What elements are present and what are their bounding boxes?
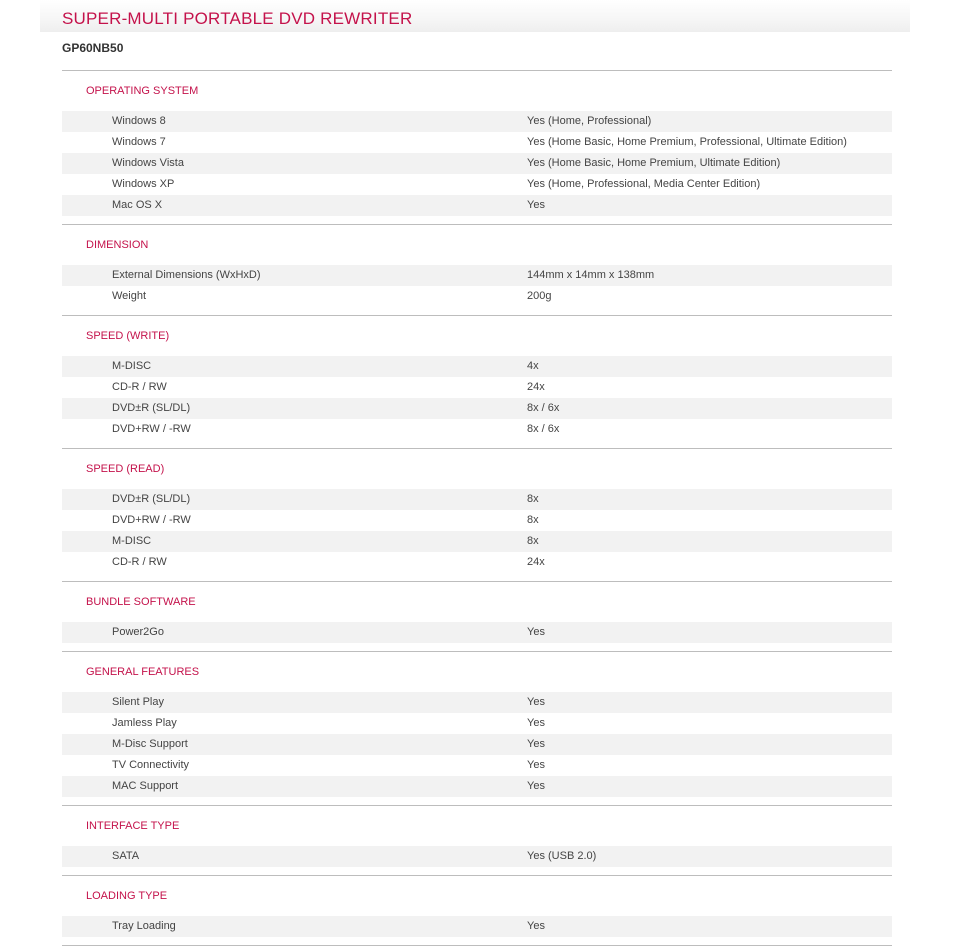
spec-label: MAC Support (112, 780, 179, 792)
spec-value: Yes (Home Basic, Home Premium, Professional, Ultimate Edition) (527, 136, 847, 148)
spec-row (62, 713, 892, 734)
spec-label: External Dimensions (WxHxD) (112, 269, 261, 281)
spec-row (62, 153, 892, 174)
spec-row (62, 846, 892, 867)
spec-value: Yes (527, 920, 545, 932)
spec-section (62, 651, 892, 805)
spec-label: DVD±R (SL/DL) (112, 402, 191, 414)
spec-value: 8x (527, 535, 539, 547)
spec-section (62, 875, 892, 945)
spec-row (62, 916, 892, 937)
spec-row (62, 552, 892, 573)
spec-row (62, 622, 892, 643)
spec-value: 8x (527, 514, 539, 526)
spec-label: M-Disc Support (112, 738, 188, 750)
spec-table (62, 70, 892, 946)
spec-value: Yes (527, 717, 545, 729)
spec-value: Yes (Home, Professional) (527, 115, 652, 127)
spec-label: CD-R / RW (112, 381, 167, 393)
section-title: SPEED (READ) (86, 463, 165, 475)
spec-value: 4x (527, 360, 539, 372)
spec-row (62, 356, 892, 377)
spec-value: Yes (527, 738, 545, 750)
spec-section (62, 315, 892, 448)
spec-label: Windows 8 (112, 115, 166, 127)
spec-value: Yes (Home, Professional, Media Center Edition) (527, 178, 761, 190)
spec-row (62, 111, 892, 132)
spec-label: DVD±R (SL/DL) (112, 493, 191, 505)
spec-row (62, 265, 892, 286)
spec-row (62, 510, 892, 531)
spec-row (62, 734, 892, 755)
spec-row (62, 195, 892, 216)
spec-label: TV Connectivity (112, 759, 190, 771)
spec-label: Silent Play (112, 696, 164, 708)
product-title: SUPER-MULTI PORTABLE DVD REWRITER (62, 9, 413, 28)
spec-label: Tray Loading (112, 920, 176, 932)
spec-value: 8x / 6x (527, 423, 560, 435)
section-title: SPEED (WRITE) (86, 330, 170, 342)
spec-row (62, 776, 892, 797)
spec-label: Windows XP (112, 178, 175, 190)
section-title: DIMENSION (86, 239, 149, 251)
spec-section (62, 581, 892, 651)
section-title: LOADING TYPE (86, 890, 168, 902)
spec-label: Windows 7 (112, 136, 166, 148)
spec-section (62, 805, 892, 875)
spec-row (62, 132, 892, 153)
spec-label: Jamless Play (112, 717, 177, 729)
product-model: GP60NB50 (62, 41, 124, 55)
spec-row (62, 489, 892, 510)
spec-label: M-DISC (112, 535, 152, 547)
spec-label: CD-R / RW (112, 556, 167, 568)
spec-value: 200g (527, 290, 552, 302)
spec-row (62, 286, 892, 307)
spec-label: DVD+RW / -RW (112, 514, 191, 526)
spec-row (62, 377, 892, 398)
section-title: INTERFACE TYPE (86, 820, 180, 832)
spec-row (62, 692, 892, 713)
spec-value: Yes (527, 780, 545, 792)
spec-value: Yes (USB 2.0) (527, 850, 597, 862)
spec-label: M-DISC (112, 360, 152, 372)
spec-value: Yes (527, 696, 545, 708)
spec-row (62, 419, 892, 440)
spec-label: Power2Go (112, 626, 164, 638)
section-title: BUNDLE SOFTWARE (86, 596, 196, 608)
spec-label: Weight (112, 290, 147, 302)
spec-value: Yes (527, 199, 545, 211)
spec-value: Yes (Home Basic, Home Premium, Ultimate Edition) (527, 157, 781, 169)
spec-value: 8x (527, 493, 539, 505)
spec-label: SATA (112, 850, 140, 862)
spec-value: 24x (527, 381, 545, 393)
spec-row (62, 531, 892, 552)
section-title: GENERAL FEATURES (86, 666, 200, 678)
section-title: OPERATING SYSTEM (86, 85, 199, 97)
spec-row (62, 398, 892, 419)
spec-value: 24x (527, 556, 545, 568)
spec-label: DVD+RW / -RW (112, 423, 191, 435)
spec-section (62, 70, 892, 224)
spec-label: Windows Vista (112, 157, 184, 169)
spec-value: Yes (527, 626, 545, 638)
spec-row (62, 755, 892, 776)
spec-row (62, 174, 892, 195)
spec-section (62, 448, 892, 581)
spec-value: 8x / 6x (527, 402, 560, 414)
spec-label: Mac OS X (112, 199, 163, 211)
spec-section (62, 224, 892, 315)
spec-value: Yes (527, 759, 545, 771)
spec-value: 144mm x 14mm x 138mm (527, 269, 655, 281)
